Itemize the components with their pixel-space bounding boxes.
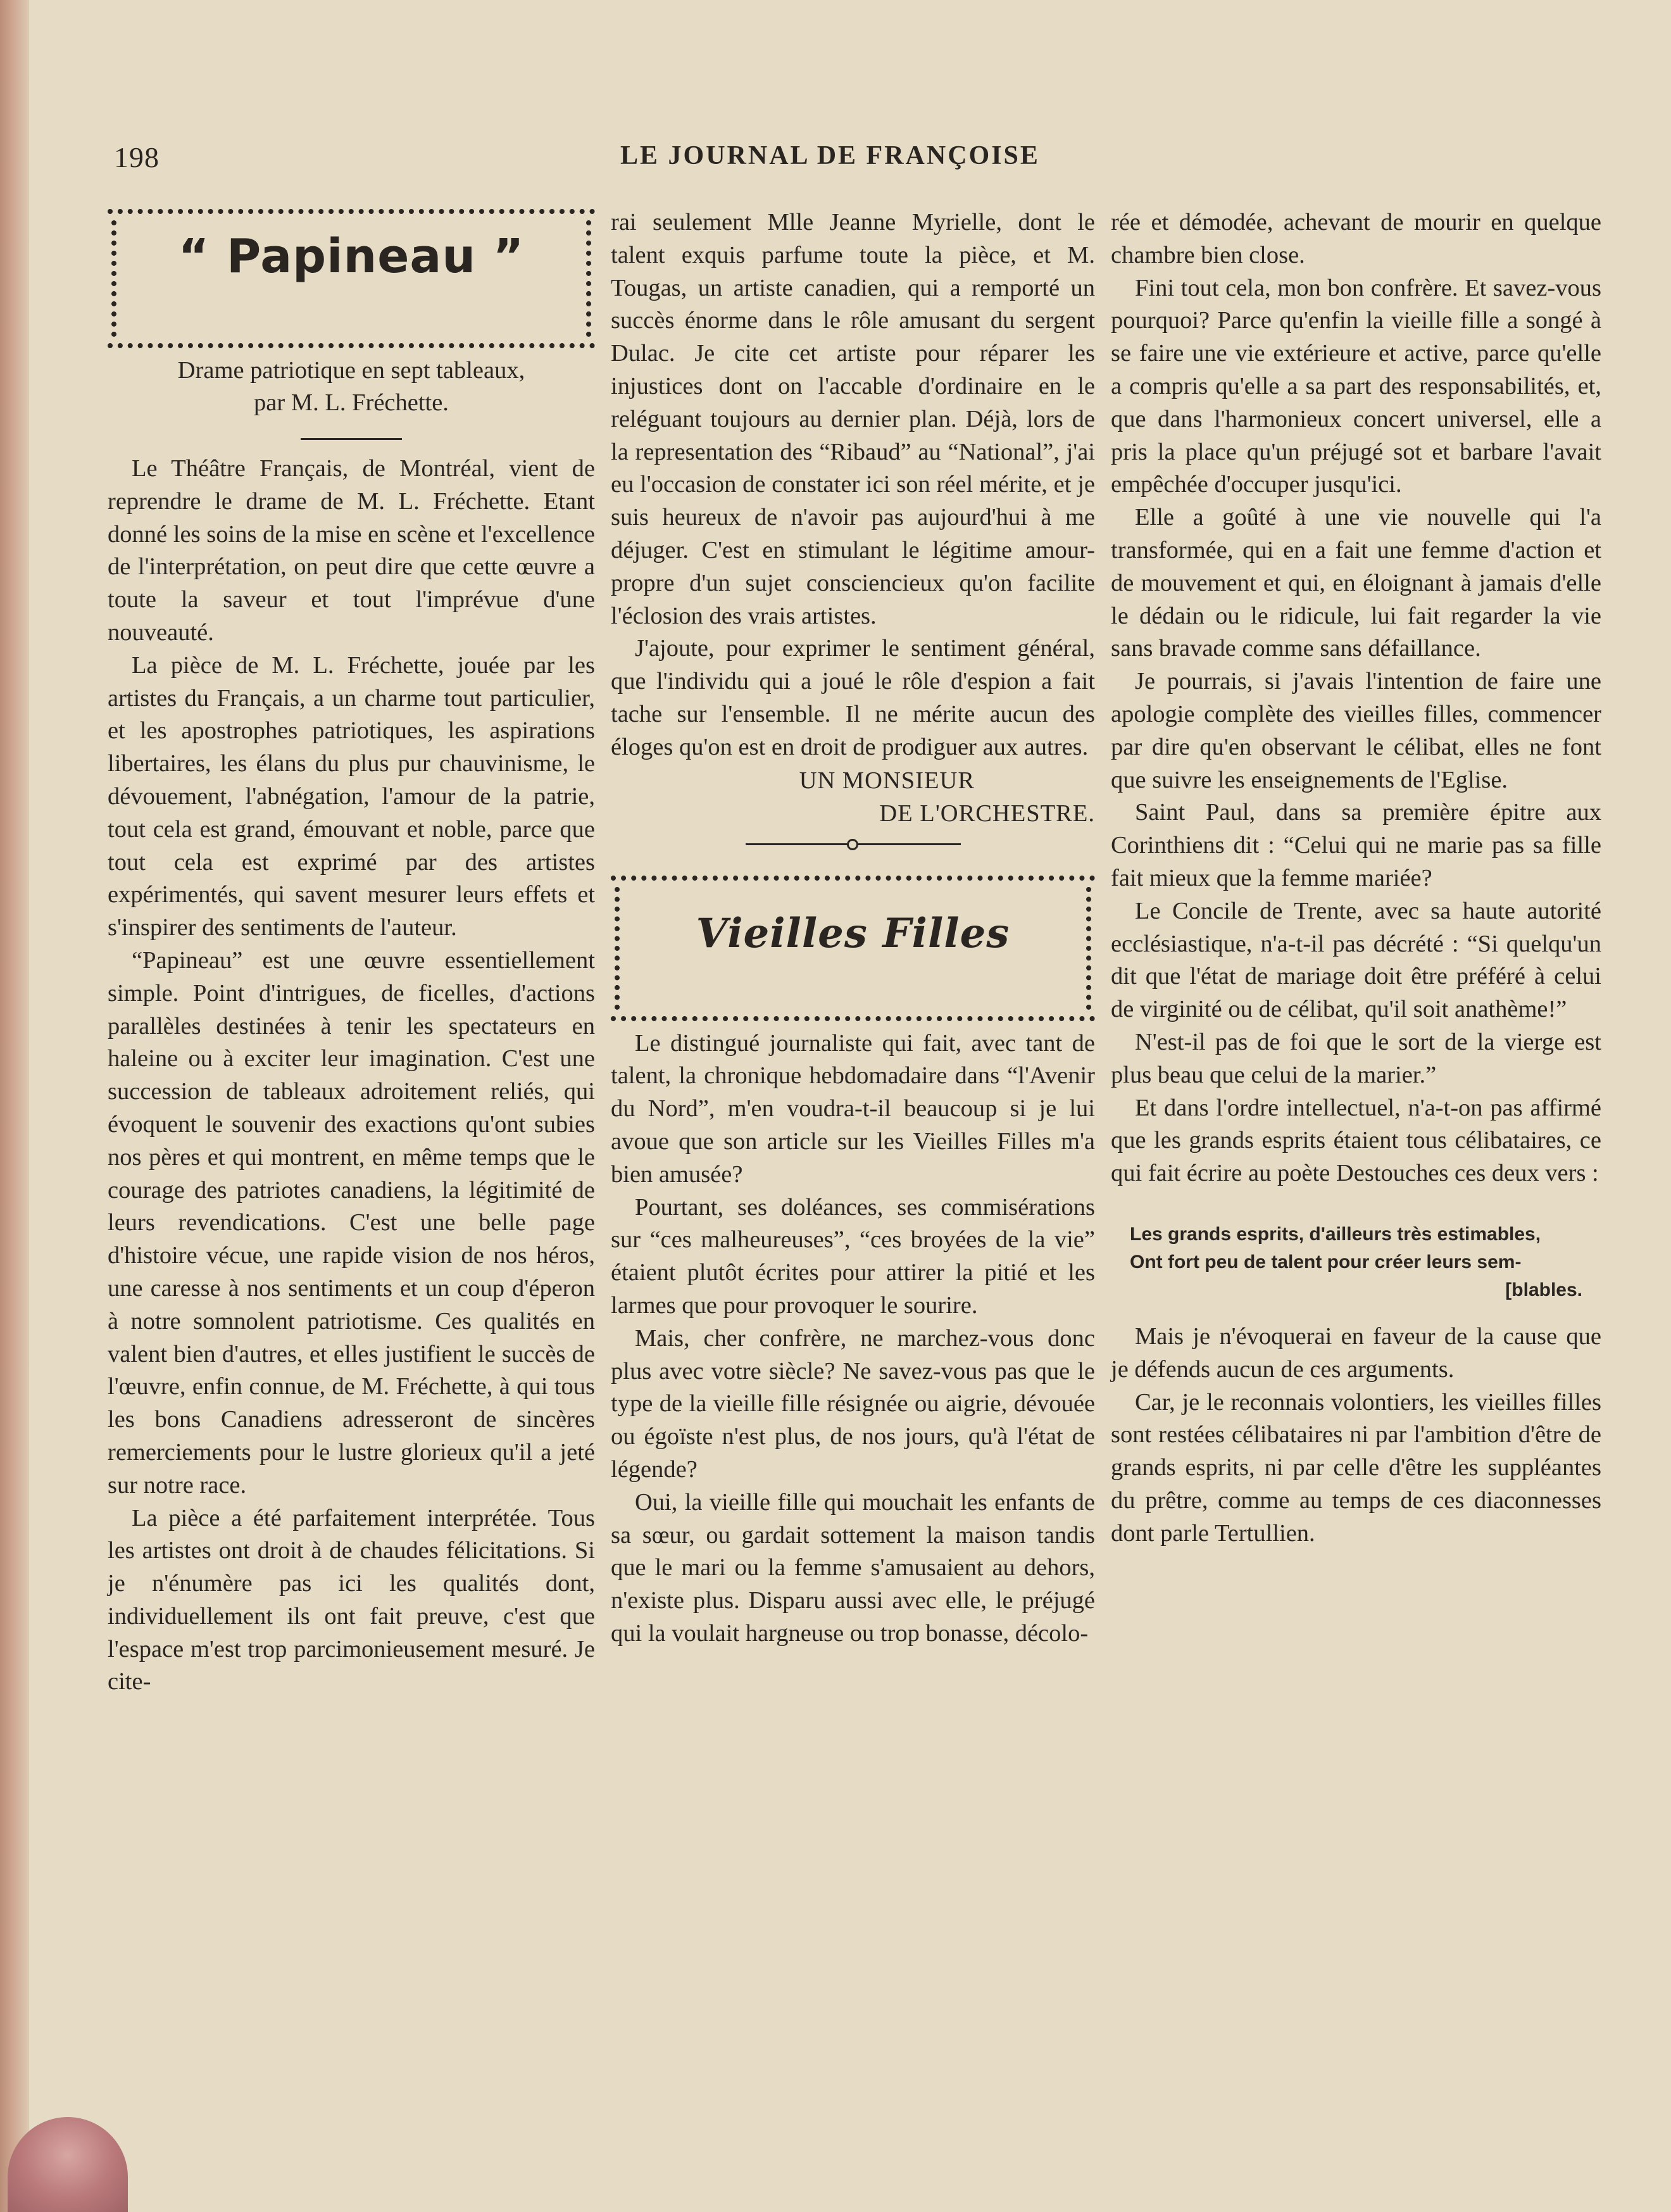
paragraph: Le distingué journaliste qui fait, avec tant de talent, la chronique hebdomadaire dans “l'Avenir du Nord”, m'en voudra-t-il beaucoup si je lui avoue que son article sur les Vieilles Filles m'a bien amusée? xyxy=(611,1029,1095,1188)
signature-line: DE L'ORCHESTRE. xyxy=(879,800,1095,827)
article-title-frame xyxy=(108,209,595,348)
column-1 xyxy=(108,209,595,1699)
page-header xyxy=(114,141,1601,185)
section-divider-ornament xyxy=(746,838,961,850)
article-title-vieilles-filles: Vieilles Filles xyxy=(696,909,1010,957)
paragraph: Et dans l'ordre intellectuel, n'a-t-on pas affirmé que les grands esprits étaient tous célibataires, ce qui fait écrire au poète Destouches ces deux vers : xyxy=(1111,1094,1601,1187)
page-binding-edge xyxy=(0,0,29,2212)
paragraph: Pourtant, ses doléances, ses commisérations sur “ces malheureuses”, “ces broyées de la vie” étaient plutôt écrites pour attirer la pitié et les larmes que pour provoquer le sourire. xyxy=(611,1193,1095,1319)
journal-title: LE JOURNAL DE FRANÇOISE xyxy=(620,141,1040,170)
paragraph: Oui, la vieille fille qui mouchait les enfants de sa sœur, ou gardait sottement la maison tandis que le mari ou la femme s'amusaient au dehors, n'existe plus. Disparu aussi avec elle, le préjugé qui la voulait hargneuse ou trop bonasse, décolo- xyxy=(611,1488,1095,1647)
signature-line: UN MONSIEUR xyxy=(799,767,975,794)
paragraph: Le Théâtre Français, de Montréal, vient de reprendre le drame de M. L. Fréchette. Etant donné les soins de la mise en scène et l'excellence de l'interprétation, on peut dire que cette œuvre a toute la saveur et tout l'imprévue d'une nouveauté. xyxy=(108,455,595,646)
quoted-verse xyxy=(1130,1221,1601,1304)
paragraph-continued: rai seulement Mlle Jeanne Myrielle, dont le talent exquis parfume toute la pièce, et M. Tougas, un artiste canadien, qui a remporté un succès énorme dans le rôle amusant du sergent Dulac. Je cite cet artiste pour réparer les injustices dont on l'accable d'ordinaire en le reléguant toujours au dernier plan. Déjà, lors de la representation des “Ribaud” au “National”, j'ai eu l'occasion de constater ici son réel mérite, et je suis heureux de n'avoir pas aujourd'hui à me déjuger. C'est en stimulant le légitime amour-propre d'un sujet consciencieux qu'on facilite l'éclosion des vrais artistes. xyxy=(611,209,1095,629)
paragraph: J'ajoute, pour exprimer le sentiment général, que l'individu qui a joué le rôle d'espion a fait tache sur l'ensemble. Il ne mérite aucun des éloges qu'on est en droit de prodiguer aux autres. xyxy=(611,635,1095,760)
article-subtitle xyxy=(108,355,595,419)
subtitle-line: par M. L. Fréchette. xyxy=(254,389,449,416)
paragraph: La pièce de M. L. Fréchette, jouée par les artistes du Français, a un charme tout particulier, et les apostrophes patriotiques, les aspirations libertaires, les élans du plus pur chauvinisme, le dévouement, l'abnégation, l'amour de la patrie, tout cela est grand, émouvant et noble, parce que tout cela est exprimé par des artistes expérimentés, qui savent mesurer leurs effets et s'inspirer des sentiments de l'auteur. xyxy=(108,651,595,941)
verse-line: Les grands esprits, d'ailleurs très estimables, xyxy=(1130,1223,1541,1245)
subtitle-line: Drame patriotique en sept tableaux, xyxy=(177,357,525,384)
paragraph: N'est-il pas de foi que le sort de la vierge est plus beau que celui de la marier.” xyxy=(1111,1028,1601,1088)
paragraph: Mais, cher confrère, ne marchez-vous donc plus avec votre siècle? Ne savez-vous pas que le type de la vieille fille résignée ou aigrie, dévouée ou égoïste n'est plus, de nos jours, qu'à l'état de légende? xyxy=(611,1324,1095,1483)
paragraph: Elle a goûté à une vie nouvelle qui l'a transformée, qui en a fait une femme d'action et de mouvement et qui, en éloignant à jamais d'elle le dédain ou le ridicule, lui fait regarder la vie sans bravade comme sans défaillance. xyxy=(1111,504,1601,662)
paragraph: Fini tout cela, mon bon confrère. Et savez-vous pourquoi? Parce qu'enfin la vieille fille a songé à se faire une vie extérieure et active, parce qu'elle a compris qu'elle a sa part des responsabilités, et, que dans l'harmonieux concert universel, elle a pris la place qu'un préjugé sot et barbare l'avait empêchée d'occuper jusqu'ici. xyxy=(1111,274,1601,498)
paragraph: Mais je n'évoquerai en faveur de la cause que je défends aucun de ces arguments. xyxy=(1111,1323,1601,1383)
paragraph-continued: rée et démodée, achevant de mourir en quelque chambre bien close. xyxy=(1111,209,1601,268)
verse-line: Ont fort peu de talent pour créer leurs sem- xyxy=(1130,1251,1522,1273)
paragraph: La pièce a été parfaitement interprétée. Tous les artistes ont droit à de chaudes félicitations. Si je n'énumère pas ici les qualités dont, individuellement ils ont fait preuve, c'est que l'espace m'est trop parcimonieusement mesuré. Je cite- xyxy=(108,1504,595,1695)
column-2 xyxy=(611,206,1095,1650)
paragraph: Saint Paul, dans sa première épitre aux Corinthiens dit : “Celui qui ne marie pas sa fille fait mieux que la femme mariée? xyxy=(1111,799,1601,891)
column-3 xyxy=(1111,206,1601,1550)
article-title-frame xyxy=(611,876,1095,1021)
article-signature xyxy=(611,764,1095,830)
paragraph: Je pourrais, si j'avais l'intention de faire une apologie complète des vieilles filles, commencer par dire qu'en observant le célibat, elles ne font que suivre les enseignements de l'Eglise. xyxy=(1111,668,1601,793)
article-title-papineau: “ Papineau ” xyxy=(178,229,525,284)
page-number: 198 xyxy=(114,141,160,173)
verse-line: [blables. xyxy=(1505,1279,1582,1300)
paragraph: Le Concile de Trente, avec sa haute autorité ecclésiastique, n'a-t-il pas décrété : “Si quelqu'un dit que l'état de mariage doit être préféré à celui de virginité ou de célibat, qu'il soit anathème!” xyxy=(1111,897,1601,1023)
section-divider xyxy=(301,438,402,440)
paragraph: “Papineau” est une œuvre essentiellement simple. Point d'intrigues, de ficelles, d'actions parallèles destinées à tenir les spectateurs en haleine ou à exciter leur imagination. C'est une succession de tableaux adroitement reliés, qui évoquent le souvenir des exactions qu'ont subies nos pères et qui montrent, en même temps que le courage des patriotes canadiens, la légitimité de leurs revendications. C'est une belle page d'histoire vécue, une rapide vision de nos héros, une caresse à nos sentiments et un coup d'éperon à notre somnolent patriotisme. Ces qualités en valent bien d'autres, et elles justifient le succès de l'œuvre, enfin connue, de M. Fréchette, à qui tous les bons Canadiens adresseront de sincères remerciements pour le lustre glorieux qu'il a jeté sur notre race. xyxy=(108,946,595,1499)
paragraph: Car, je le reconnais volontiers, les vieilles filles sont restées célibataires ni par l'ambition d'être de grands esprits, ni par celle d'être les suppléantes du prêtre, comme au temps de ces diaconnesses dont parle Tertullien. xyxy=(1111,1388,1601,1547)
